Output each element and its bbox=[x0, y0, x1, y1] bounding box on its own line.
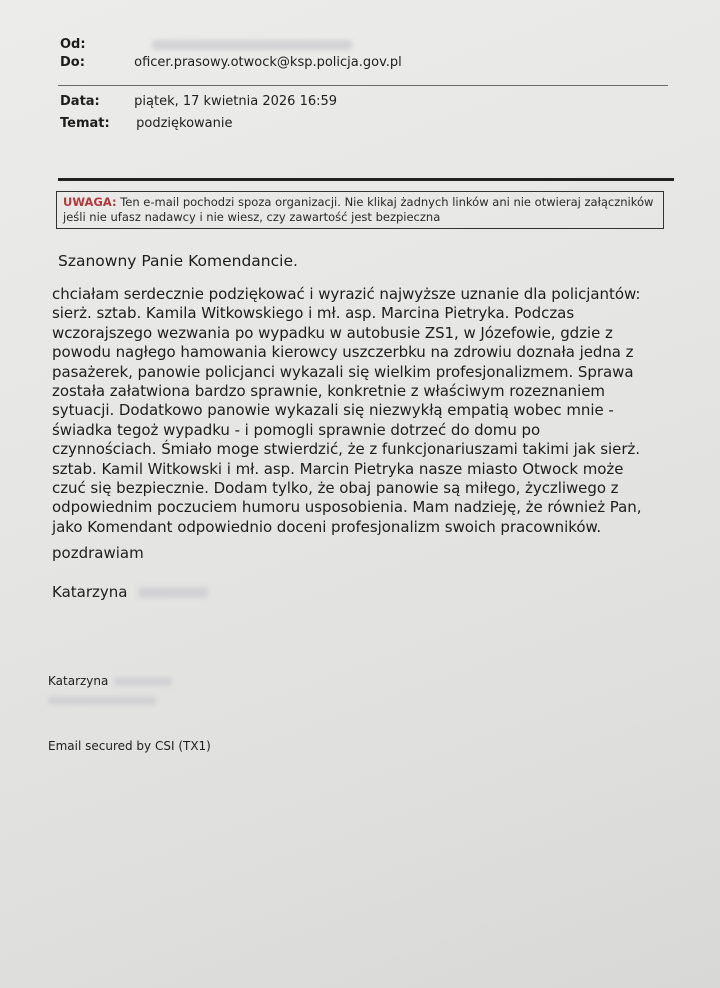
body-line: powodu nagłego hamowania kierowcy uszczerbku na zdrowiu doznała jedna z bbox=[52, 343, 634, 362]
message-body bbox=[52, 285, 692, 537]
subject-value: podziękowanie bbox=[136, 116, 233, 131]
redacted-phone bbox=[48, 696, 156, 705]
body-line: pasażerek, panowie policjanci wykazali się wielkim profesjonalizmem. Sprawa bbox=[52, 362, 634, 381]
signature-block-name: Katarzyna bbox=[48, 674, 109, 688]
header-divider bbox=[58, 85, 668, 86]
closing: pozdrawiam bbox=[52, 544, 144, 562]
body-line: sytuacji. Dodatkowo panowie wykazali się niezwykłą empatią wobec mnie - bbox=[52, 401, 614, 420]
redacted-surname bbox=[138, 587, 208, 598]
body-line: jako Komendant odpowiednio doceni profesjonalizm swoich pracowników. bbox=[52, 517, 602, 536]
greeting: Szanowny Panie Komendancie. bbox=[58, 252, 298, 270]
warning-label: UWAGA: bbox=[63, 195, 117, 209]
signature-name: Katarzyna bbox=[52, 583, 128, 601]
from-label: Od: bbox=[60, 37, 86, 52]
redacted-surname bbox=[114, 677, 172, 686]
from-row bbox=[60, 37, 352, 53]
body-line: odpowiednim poczuciem humoru usposobienia. Mam nadzieję, że również Pan, bbox=[52, 498, 642, 517]
body-line: wczorajszego wezwania po wypadku w autobusie ZS1, w Józefowie, gdzie z bbox=[52, 323, 613, 342]
external-email-warning bbox=[56, 191, 664, 229]
signature-line bbox=[52, 583, 208, 601]
header-end-rule bbox=[58, 178, 674, 181]
date-row bbox=[60, 94, 337, 110]
subject-row bbox=[60, 116, 233, 132]
body-line: została załatwiona bardzo sprawnie, konkretnie z właściwym rozeznaniem bbox=[52, 382, 605, 401]
redacted-sender bbox=[152, 40, 352, 50]
to-row bbox=[60, 55, 402, 71]
date-label: Data: bbox=[60, 94, 100, 109]
body-line: sierż. sztab. Kamila Witkowskiego i mł. asp. Marcina Pietryka. Podczas bbox=[52, 304, 575, 323]
warning-text: Ten e-mail pochodzi spoza organizacji. Nie klikaj żadnych linków ani nie otwieraj załączników jeśli nie ufasz nadawcy i nie wiesz, czy zawartość jest bezpieczna bbox=[63, 195, 654, 224]
email-security-footer: Email secured by CSI (TX1) bbox=[48, 739, 211, 753]
body-line: sztab. Kamil Witkowski i mł. asp. Marcin Pietryka nasze miasto Otwock może bbox=[52, 459, 624, 478]
to-label: Do: bbox=[60, 55, 85, 70]
body-line: chciałam serdecznie podziękować i wyrazić najwyższe uznanie dla policjantów: bbox=[52, 285, 641, 303]
date-value: piątek, 17 kwietnia 2026 16:59 bbox=[134, 94, 338, 109]
signature-block bbox=[48, 673, 172, 708]
body-line: czuć się bezpiecznie. Dodam tylko, że obaj panowie są miłego, życzliwego z bbox=[52, 479, 619, 498]
body-line: świadka tegoż wypadku - i pomogli sprawnie dotrzeć do domu po bbox=[52, 420, 541, 439]
body-line: czynnościach. Śmiało moge stwierdzić, że z funkcjonariuszami takimi jak sierż. bbox=[52, 440, 640, 459]
subject-label: Temat: bbox=[60, 116, 110, 131]
to-value: oficer.prasowy.otwock@ksp.policja.gov.pl bbox=[134, 55, 402, 70]
